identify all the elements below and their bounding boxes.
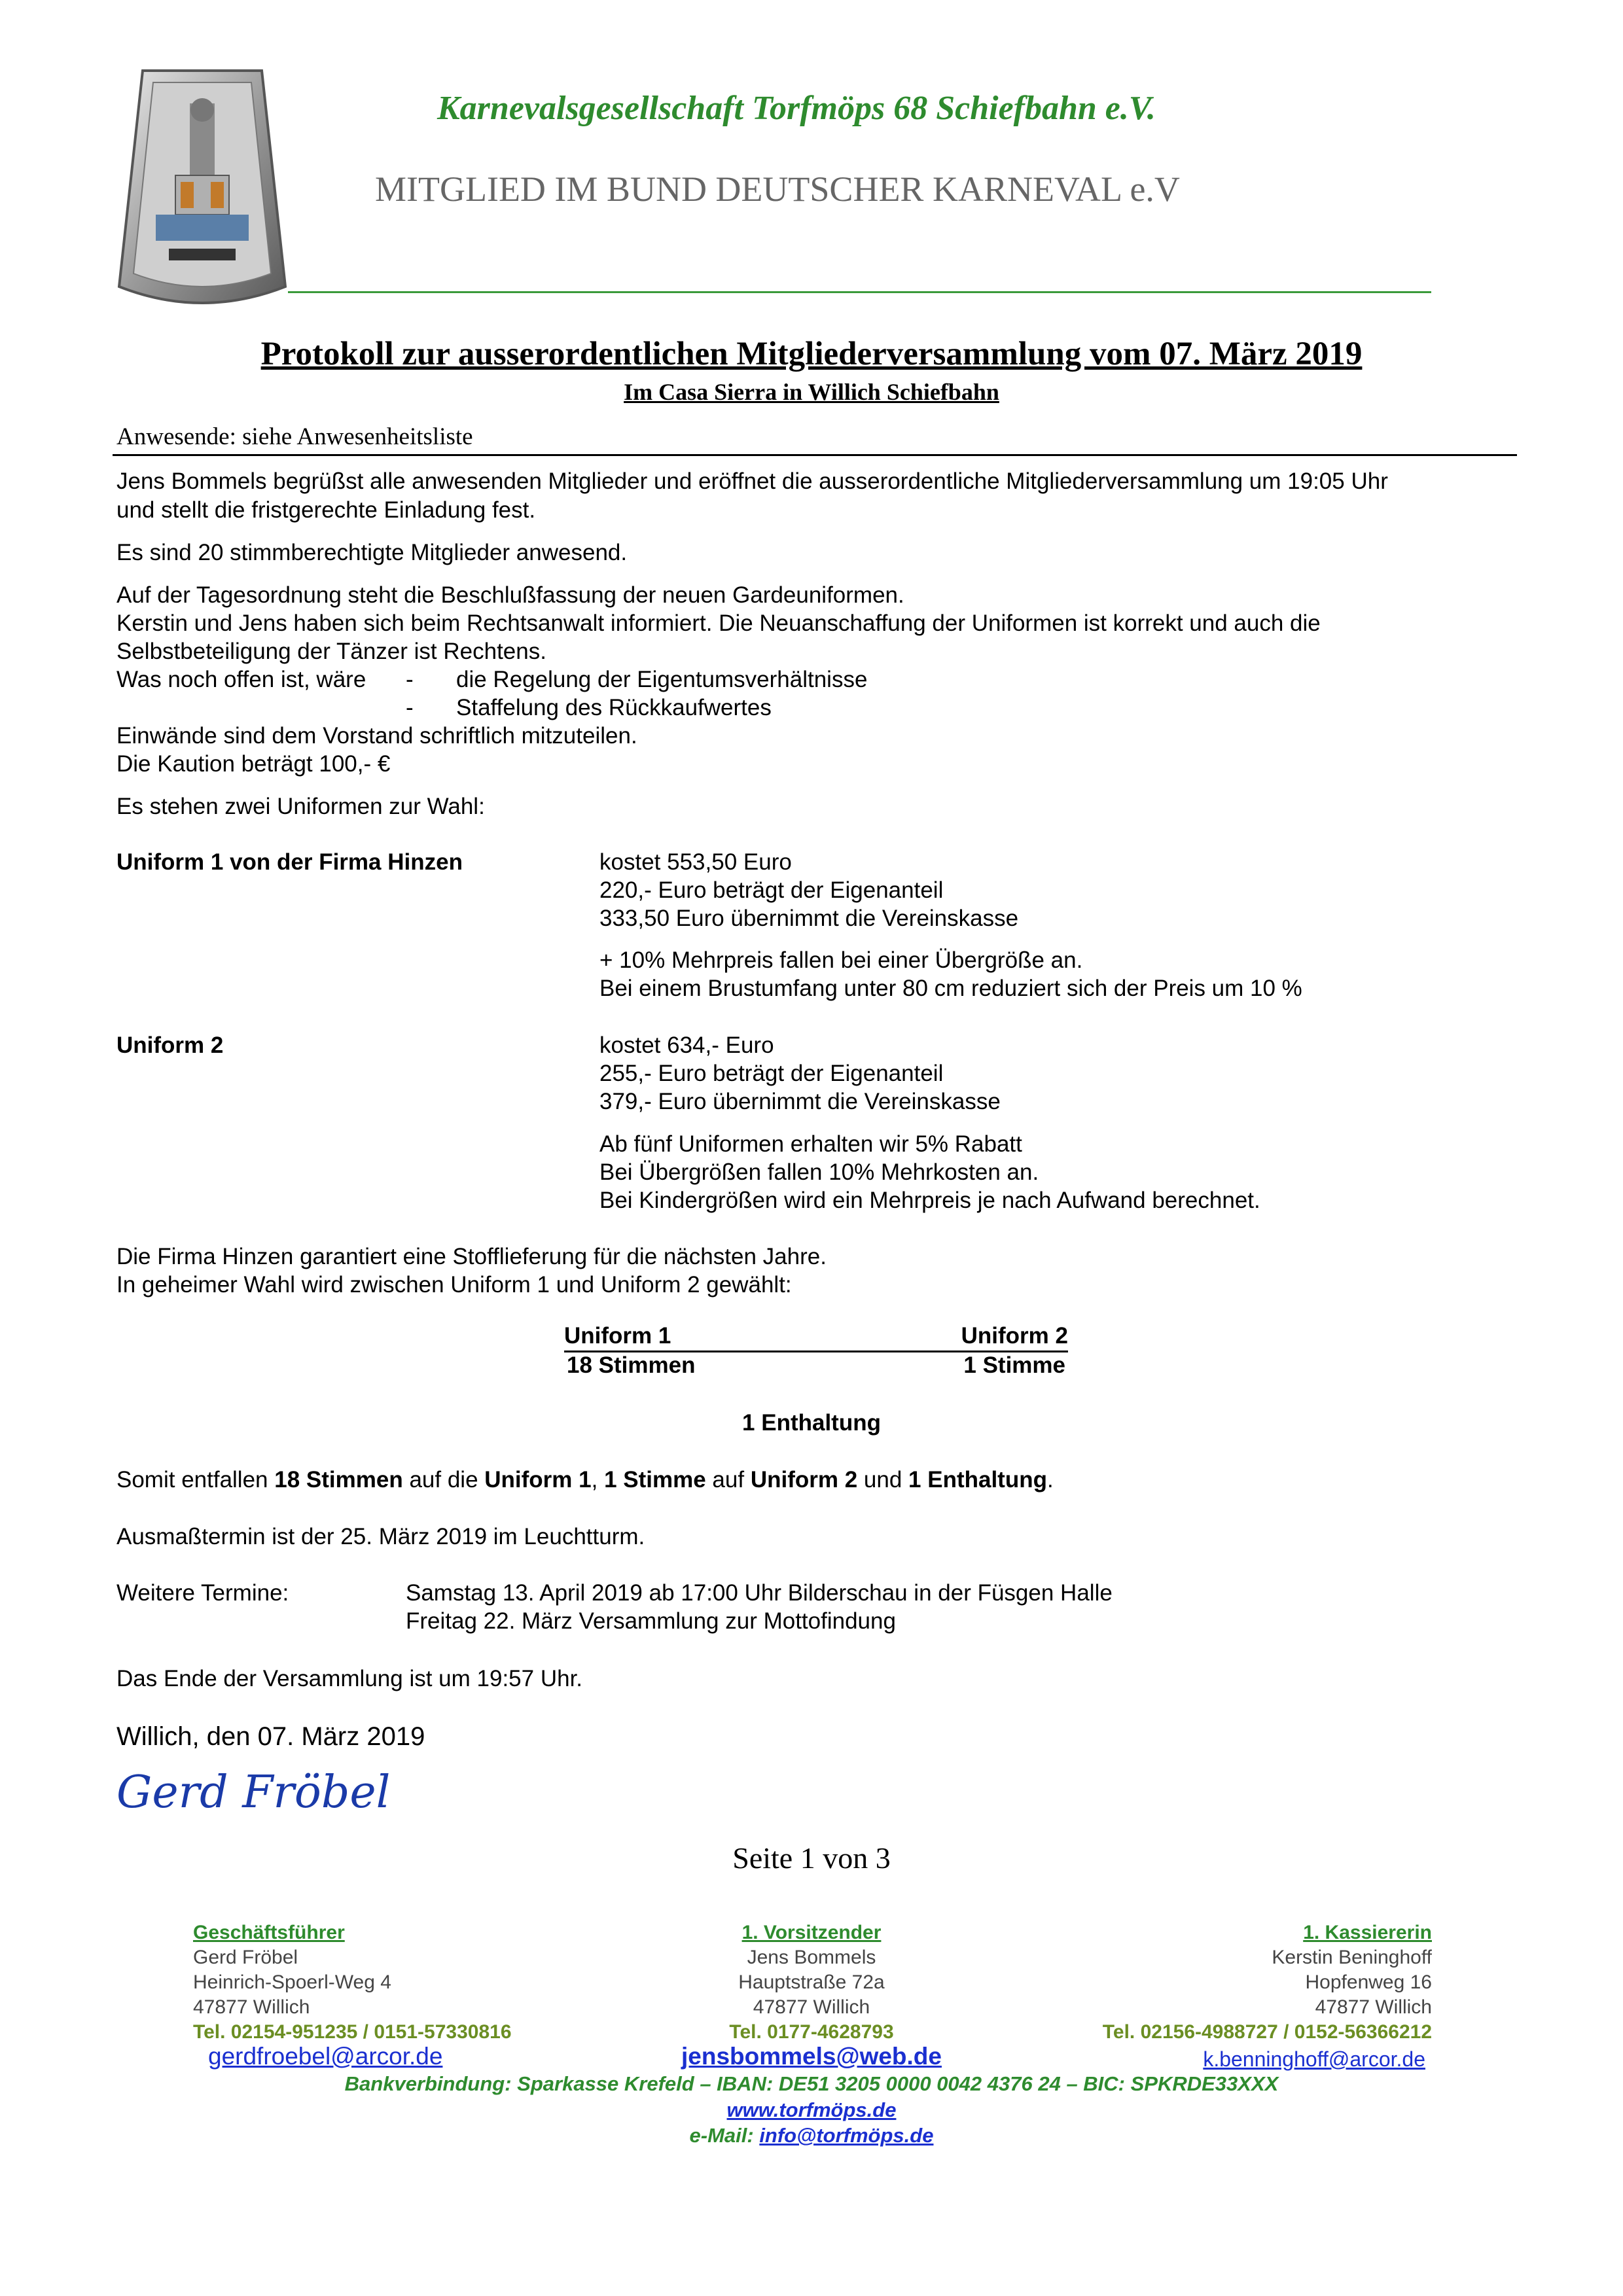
document-title: Protokoll zur ausserordentlichen Mitgliederversammlung vom 07. März 2019	[260, 336, 1363, 372]
vote-intro-2: In geheimer Wahl wird zwischen Uniform 1 und Uniform 2 gewählt:	[116, 1272, 792, 1298]
uniform-1-club-share: 333,50 Euro übernimmt die Vereinskasse	[599, 906, 1019, 931]
footer-center-name: Jens Bommels	[747, 1947, 876, 1968]
uniform-2-children: Bei Kindergrößen wird ein Mehrpreis je nach Aufwand berechnet.	[599, 1188, 1260, 1213]
meeting-end: Das Ende der Versammlung ist um 19:57 Uhr.	[116, 1666, 583, 1691]
membership-line: MITGLIED IM BUND DEUTSCHER KARNEVAL e.V	[375, 169, 1180, 209]
footer-center-role: 1. Vorsitzender	[741, 1922, 882, 1943]
club-email-link[interactable]: info@torfmöps.de	[759, 2124, 934, 2147]
footer-left-street: Heinrich-Spoerl-Weg 4	[193, 1971, 391, 1993]
bullet-dash: -	[406, 695, 414, 720]
further-dates-label: Weitere Termine:	[116, 1580, 289, 1606]
uniform-2-price: kostet 634,- Euro	[599, 1033, 774, 1058]
footer-center-street: Hauptstraße 72a	[738, 1971, 885, 1993]
email-line	[0, 2123, 1623, 2148]
paragraph-open-items: Was noch offen ist, wäre	[116, 667, 366, 692]
uniform-2-club-share: 379,- Euro übernimmt die Vereinskasse	[599, 1089, 1001, 1114]
footer-left-city: 47877 Willich	[193, 1996, 310, 2018]
paragraph-lawyer-1: Kerstin und Jens haben sich beim Rechtsanwalt informiert. Die Neuanschaffung der Uniformen ist korrekt und auch die	[116, 610, 1321, 636]
uniform-2-label: Uniform 2	[116, 1033, 224, 1058]
summary-uniform-2: Uniform 2	[750, 1467, 858, 1492]
further-date-2: Freitag 22. März Versammlung zur Mottofindung	[406, 1608, 896, 1634]
bank-details: Bankverbindung: Sparkasse Krefeld – IBAN: DE51 3205 0000 0042 4376 24 – BIC: SPKRDE33XXX	[344, 2072, 1279, 2095]
uniform-1-own-share: 220,- Euro beträgt der Eigenanteil	[599, 877, 944, 903]
body-divider	[113, 454, 1517, 456]
uniform-1-discount: Bei einem Brustumfang unter 80 cm reduziert sich der Preis um 10 %	[599, 976, 1302, 1001]
summary-text: auf	[705, 1467, 751, 1492]
document-subtitle: Im Casa Sierra in Willich Schiefbahn	[624, 379, 999, 405]
paragraph-choice: Es stehen zwei Uniformen zur Wahl:	[116, 794, 485, 819]
vote-intro-1: Die Firma Hinzen garantiert eine Stofflieferung für die nächsten Jahre.	[116, 1244, 827, 1269]
email-label: e-Mail:	[689, 2124, 760, 2147]
measure-date: Ausmaßtermin ist der 25. März 2019 im Leuchtturm.	[116, 1524, 645, 1549]
vote-abstention: 1 Enthaltung	[742, 1410, 881, 1436]
header-divider	[288, 291, 1431, 293]
vote-col-2-header: Uniform 2	[961, 1323, 1068, 1349]
footer-center-city: 47877 Willich	[753, 1996, 870, 2018]
signature: Gerd Fröbel	[116, 1767, 391, 1818]
vote-col-2-result: 1 Stimme	[963, 1352, 1065, 1378]
uniform-2-oversize: Bei Übergrößen fallen 10% Mehrkosten an.	[599, 1159, 1039, 1185]
summary-text: auf die	[402, 1467, 485, 1492]
bullet-buyback: Staffelung des Rückkaufwertes	[456, 695, 772, 720]
club-name: Karnevalsgesellschaft Torfmöps 68 Schiefbahn e.V.	[437, 90, 1156, 127]
footer-left-email-link[interactable]: gerdfroebel@arcor.de	[208, 2043, 443, 2070]
bullet-dash: -	[406, 667, 414, 692]
footer-right-role: 1. Kassiererin	[1303, 1922, 1432, 1943]
uniform-1-oversize: + 10% Mehrpreis fallen bei einer Übergröße an.	[599, 947, 1083, 973]
summary-text: .	[1046, 1467, 1054, 1492]
vote-col-1-header: Uniform 1	[564, 1323, 671, 1349]
uniform-2-own-share: 255,- Euro beträgt der Eigenanteil	[599, 1061, 944, 1086]
footer-left-name: Gerd Fröbel	[193, 1947, 298, 1968]
summary-abstention: 1 Enthaltung	[908, 1467, 1047, 1492]
paragraph-objections: Einwände sind dem Vorstand schriftlich mitzuteilen.	[116, 723, 637, 749]
paragraph-opening-1: Jens Bommels begrüßst alle anwesenden Mitglieder und eröffnet die ausserordentliche Mitgliederversammlung um 19:05 Uhr	[116, 468, 1388, 494]
paragraph-agenda: Auf der Tagesordnung steht die Beschlußfassung der neuen Gardeuniformen.	[116, 582, 904, 608]
footer-right-tel: Tel. 02156-4988727 / 0152-56366212	[1102, 2021, 1432, 2043]
paragraph-members-present: Es sind 20 stimmberechtigte Mitglieder anwesend.	[116, 540, 628, 565]
place-date: Willich, den 07. März 2019	[116, 1722, 425, 1751]
paragraph-lawyer-2: Selbstbeteiligung der Tänzer ist Rechtens.	[116, 639, 546, 664]
footer-right-name: Kerstin Beninghoff	[1272, 1947, 1432, 1968]
uniform-2-rebate: Ab fünf Uniformen erhalten wir 5% Rabatt	[599, 1131, 1022, 1157]
vote-summary	[116, 1466, 1054, 1494]
attendees-line: Anwesende: siehe Anwesenheitsliste	[116, 423, 473, 450]
footer-left-tel: Tel. 02154-951235 / 0151-57330816	[193, 2021, 512, 2043]
summary-votes-1: 18 Stimmen	[274, 1467, 403, 1492]
website-link[interactable]: www.torfmöps.de	[726, 2098, 897, 2121]
summary-text: und	[857, 1467, 909, 1492]
paragraph-deposit: Die Kaution beträgt 100,- €	[116, 751, 391, 777]
footer-left-role: Geschäftsführer	[193, 1922, 345, 1943]
footer-right-city: 47877 Willich	[1315, 1996, 1432, 2018]
summary-votes-2: 1 Stimme	[604, 1467, 706, 1492]
club-emblem-logo	[116, 64, 288, 311]
bullet-ownership: die Regelung der Eigentumsverhältnisse	[456, 667, 868, 692]
footer-right-email-link[interactable]: k.benninghoff@arcor.de	[1203, 2047, 1425, 2071]
footer-center-email-link[interactable]: jensbommels@web.de	[681, 2043, 942, 2070]
summary-uniform-1: Uniform 1	[484, 1467, 592, 1492]
vote-col-1-result: 18 Stimmen	[567, 1352, 696, 1378]
further-date-1: Samstag 13. April 2019 ab 17:00 Uhr Bilderschau in der Füsgen Halle	[406, 1580, 1113, 1606]
uniform-1-label: Uniform 1 von der Firma Hinzen	[116, 849, 463, 875]
footer-right-street: Hopfenweg 16	[1305, 1971, 1432, 1993]
summary-text: Somit entfallen	[116, 1467, 275, 1492]
paragraph-opening-2: und stellt die fristgerechte Einladung fest.	[116, 497, 536, 523]
footer-center-tel: Tel. 0177-4628793	[729, 2021, 894, 2043]
website-line	[0, 2098, 1623, 2123]
uniform-1-price: kostet 553,50 Euro	[599, 849, 792, 875]
summary-text: ,	[591, 1467, 605, 1492]
page-number: Seite 1 von 3	[732, 1841, 891, 1875]
